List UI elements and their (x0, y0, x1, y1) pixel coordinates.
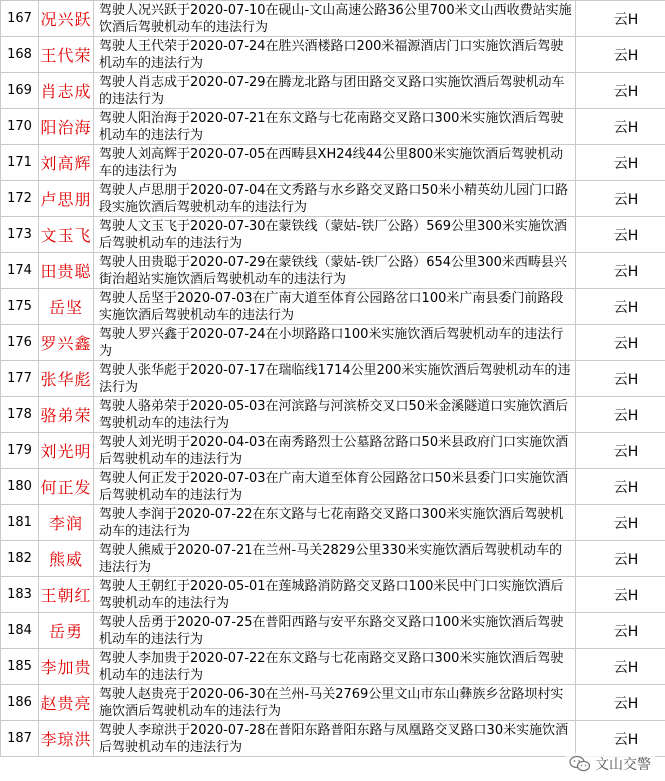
driver-name: 张华彪 (39, 361, 94, 397)
watermark (565, 753, 655, 775)
driver-name: 罗兴鑫 (39, 325, 94, 361)
wechat-icon (569, 755, 591, 773)
violation-description: 驾驶人罗兴鑫于2020-07-24在小坝路路口100米实施饮酒后驾驶机动车的违法行为 (94, 325, 576, 361)
plate-region: 云H (576, 109, 665, 145)
table-row (1, 433, 665, 469)
table-row (1, 649, 665, 685)
driver-name: 卢思朋 (39, 181, 94, 217)
row-number: 169 (1, 73, 39, 109)
violation-description: 驾驶人阳治海于2020-07-21在东文路与七花南路交叉路口300米实施饮酒后驾驶机动车的违法行为 (94, 109, 576, 145)
row-number: 175 (1, 289, 39, 325)
table-row (1, 217, 665, 253)
plate-region: 云H (576, 1, 665, 37)
watermark-text: 文山交警 (595, 757, 651, 773)
row-number: 174 (1, 253, 39, 289)
driver-name: 田贵聪 (39, 253, 94, 289)
table-row (1, 289, 665, 325)
plate-region: 云H (576, 685, 665, 721)
table-row (1, 577, 665, 613)
violation-description: 驾驶人卢思朋于2020-07-04在文秀路与水乡路交叉路口50米小精英幼儿园门口路段实施饮酒后驾驶机动车的违法行为 (94, 181, 576, 217)
row-number: 177 (1, 361, 39, 397)
row-number: 186 (1, 685, 39, 721)
violation-description: 驾驶人李润于2020-07-22在东文路与七花南路交叉路口300米实施饮酒后驾驶机动车的违法行为 (94, 505, 576, 541)
row-number: 184 (1, 613, 39, 649)
plate-region: 云H (576, 73, 665, 109)
violation-description: 驾驶人刘高辉于2020-07-05在西畴县XH24线44公里800米实施饮酒后驾驶机动车的违法行为 (94, 145, 576, 181)
row-number: 167 (1, 1, 39, 37)
table-row (1, 685, 665, 721)
driver-name: 岳勇 (39, 613, 94, 649)
table-row (1, 73, 665, 109)
row-number: 182 (1, 541, 39, 577)
row-number: 172 (1, 181, 39, 217)
row-number: 171 (1, 145, 39, 181)
driver-name: 赵贵亮 (39, 685, 94, 721)
driver-name: 岳坚 (39, 289, 94, 325)
violation-description: 驾驶人田贵聪于2020-07-29在蒙铁线（蒙姑-铁厂公路）654公里300米西畴县兴街治超站实施饮酒后驾驶机动车的违法行为 (94, 253, 576, 289)
driver-name: 李润 (39, 505, 94, 541)
plate-region: 云H (576, 37, 665, 73)
plate-region: 云H (576, 325, 665, 361)
plate-region: 云H (576, 505, 665, 541)
driver-name: 文玉飞 (39, 217, 94, 253)
violation-description: 驾驶人肖志成于2020-07-29在腾龙北路与团田路交叉路口实施饮酒后驾驶机动车的违法行为 (94, 73, 576, 109)
row-number: 168 (1, 37, 39, 73)
table-row (1, 721, 665, 757)
table-row (1, 181, 665, 217)
plate-region: 云H (576, 361, 665, 397)
plate-region: 云H (576, 181, 665, 217)
row-number: 170 (1, 109, 39, 145)
driver-name: 李琼洪 (39, 721, 94, 757)
row-number: 183 (1, 577, 39, 613)
row-number: 180 (1, 469, 39, 505)
violation-description: 驾驶人张华彪于2020-07-17在瑞临线1714公里200米实施饮酒后驾驶机动车的违法行为 (94, 361, 576, 397)
violation-table-body (1, 1, 665, 757)
plate-region: 云H (576, 217, 665, 253)
plate-region: 云H (576, 397, 665, 433)
table-row (1, 361, 665, 397)
violation-description: 驾驶人刘光明于2020-04-03在南秀路烈士公墓路岔路口50米县政府门口实施饮酒后驾驶机动车的违法行为 (94, 433, 576, 469)
driver-name: 刘光明 (39, 433, 94, 469)
violation-description: 驾驶人骆弟荣于2020-05-03在河滨路与河滨桥交叉口50米金溪隧道口实施饮酒后驾驶机动车的违法行为 (94, 397, 576, 433)
table-row (1, 613, 665, 649)
table-row (1, 505, 665, 541)
driver-name: 况兴跃 (39, 1, 94, 37)
plate-region: 云H (576, 649, 665, 685)
violation-description: 驾驶人何正发于2020-07-03在广南大道至体育公园路岔口50米县委门口实施饮酒后驾驶机动车的违法行为 (94, 469, 576, 505)
row-number: 173 (1, 217, 39, 253)
table-row (1, 37, 665, 73)
row-number: 178 (1, 397, 39, 433)
table-row (1, 109, 665, 145)
violation-description: 驾驶人况兴跃于2020-07-10在砚山-文山高速公路36公里700米文山西收费站实施饮酒后驾驶机动车的违法行为 (94, 1, 576, 37)
plate-region: 云H (576, 145, 665, 181)
row-number: 185 (1, 649, 39, 685)
plate-region: 云H (576, 541, 665, 577)
plate-region: 云H (576, 613, 665, 649)
driver-name: 熊威 (39, 541, 94, 577)
violation-description: 驾驶人岳勇于2020-07-25在普阳西路与安平东路交叉路口100米实施饮酒后驾驶机动车的违法行为 (94, 613, 576, 649)
plate-region: 云H (576, 253, 665, 289)
row-number: 187 (1, 721, 39, 757)
violation-description: 驾驶人岳坚于2020-07-03在广南大道至体育公园路岔口100米广南县委门前路段实施饮酒后驾驶机动车的违法行为 (94, 289, 576, 325)
row-number: 179 (1, 433, 39, 469)
violation-description: 驾驶人文玉飞于2020-07-30在蒙铁线（蒙姑-铁厂公路）569公里300米实施饮酒后驾驶机动车的违法行为 (94, 217, 576, 253)
plate-region: 云H (576, 469, 665, 505)
plate-region: 云H (576, 721, 665, 757)
driver-name: 王代荣 (39, 37, 94, 73)
table-row (1, 145, 665, 181)
driver-name: 李加贵 (39, 649, 94, 685)
table-row (1, 253, 665, 289)
row-number: 181 (1, 505, 39, 541)
driver-name: 何正发 (39, 469, 94, 505)
table-row (1, 469, 665, 505)
table-row (1, 1, 665, 37)
driver-name: 王朝红 (39, 577, 94, 613)
plate-region: 云H (576, 289, 665, 325)
table-row (1, 541, 665, 577)
driver-name: 骆弟荣 (39, 397, 94, 433)
violation-description: 驾驶人李琼洪于2020-07-28在普阳东路普阳东路与凤凰路交叉路口30米实施饮酒后驾驶机动车的违法行为 (94, 721, 576, 757)
table-row (1, 397, 665, 433)
violation-description: 驾驶人熊威于2020-07-21在兰州-马关2829公里330米实施饮酒后驾驶机动车的违法行为 (94, 541, 576, 577)
violation-description: 驾驶人赵贵亮于2020-06-30在兰州-马关2769公里文山市东山彝族乡岔路坝村实施饮酒后驾驶机动车的违法行为 (94, 685, 576, 721)
plate-region: 云H (576, 433, 665, 469)
driver-name: 阳治海 (39, 109, 94, 145)
violation-description: 驾驶人王朝红于2020-05-01在莲城路消防路交叉路口100米民中门口实施饮酒后驾驶机动车的违法行为 (94, 577, 576, 613)
row-number: 176 (1, 325, 39, 361)
driver-name: 刘高辉 (39, 145, 94, 181)
table-row (1, 325, 665, 361)
driver-name: 肖志成 (39, 73, 94, 109)
violation-description: 驾驶人李加贵于2020-07-22在东文路与七花南路交叉路口300米实施饮酒后驾驶机动车的违法行为 (94, 649, 576, 685)
violation-description: 驾驶人王代荣于2020-07-24在胜兴酒楼路口200米福源酒店门口实施饮酒后驾驶机动车的违法行为 (94, 37, 576, 73)
plate-region: 云H (576, 577, 665, 613)
